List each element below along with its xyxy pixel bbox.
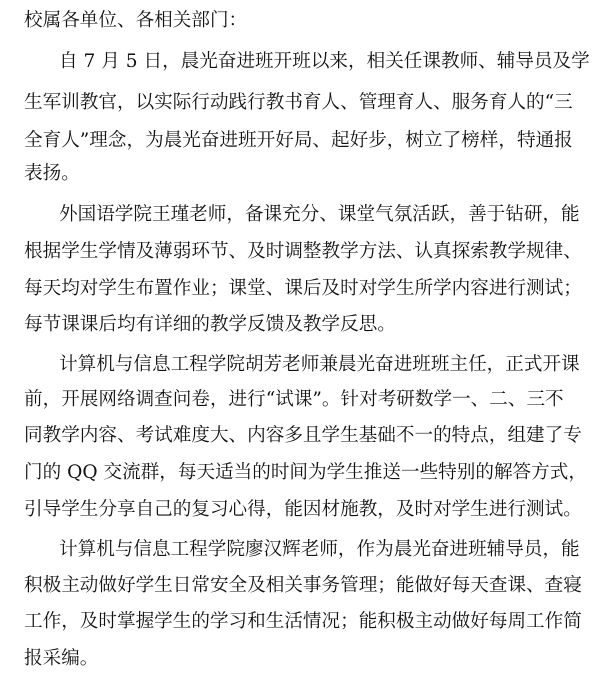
hu-line-3: 同教学内容、考试难度大、内容多且学生基础不一的特点，组建了专 xyxy=(24,425,582,446)
paragraph-line xyxy=(0,423,600,449)
liao-line-2: 积极主动做好学生日常安全及相关事务管理；能做好每天查课、查寝 xyxy=(24,575,582,596)
liao-line-4: 报采编。 xyxy=(24,648,99,669)
wang-line-1: 外国语学院王瑾老师，备课充分、课堂气氛活跃，善于钻研，能 xyxy=(59,204,580,225)
paragraph-line xyxy=(0,646,600,672)
paragraph-line xyxy=(0,276,600,302)
paragraph-line xyxy=(0,460,600,486)
liao-line-3: 工作，及时掌握学生的学习和生活情况；能积极主动做好每周工作简 xyxy=(24,611,582,632)
wang-line-3: 每天均对学生布置作业；课堂、课后及时对学生所学内容进行测试； xyxy=(24,278,582,299)
wang-line-4: 每节课课后均有详细的教学反馈及教学反思。 xyxy=(24,314,396,335)
hu-line-4: 门的 QQ 交流群，每天适当的时间为学生推送一些特别的解答方式， xyxy=(24,462,587,483)
paragraph-line xyxy=(0,497,600,523)
intro-line-1: 自 7 月 5 日，晨光奋进班开班以来，相关任课教师、辅导员及学 xyxy=(59,51,590,72)
hu-line-1: 计算机与信息工程学院胡芳老师兼晨光奋进班班主任，正式开课 xyxy=(59,354,580,375)
intro-line-3: 全育人”理念，为晨光奋进班开好局、起好步，树立了榜样，特通报 xyxy=(24,130,573,151)
paragraph-line xyxy=(0,128,600,154)
paragraph-line xyxy=(0,202,600,228)
hu-line-5: 引导学生分享自己的复习心得，能因材施教，及时对学生进行测试。 xyxy=(24,499,582,520)
intro-line-2: 生军训教官，以实际行动践行教书育人、管理育人、服务育人的“三 xyxy=(24,92,573,113)
paragraph-line xyxy=(0,609,600,635)
paragraph-line xyxy=(0,573,600,599)
paragraph-line xyxy=(0,239,600,265)
paragraph-line xyxy=(0,387,600,413)
paragraph-line xyxy=(0,90,600,116)
wang-line-2: 根据学生学情及薄弱环节、及时调整教学方法、认真探索教学规律、 xyxy=(24,241,582,262)
paragraph-line xyxy=(0,537,600,563)
paragraph-line xyxy=(0,312,600,338)
salutation-line xyxy=(0,8,600,34)
intro-line-4: 表扬。 xyxy=(24,163,80,184)
hu-line-2: 前，开展网络调查问卷，进行“试课”。针对考研数学一、二、三不 xyxy=(24,389,564,410)
salutation: 校属各单位、各相关部门： xyxy=(24,10,248,31)
paragraph-line xyxy=(0,161,600,187)
paragraph-line xyxy=(0,352,600,378)
paragraph-line xyxy=(0,49,600,75)
liao-line-1: 计算机与信息工程学院廖汉辉老师，作为晨光奋进班辅导员，能 xyxy=(59,539,580,560)
